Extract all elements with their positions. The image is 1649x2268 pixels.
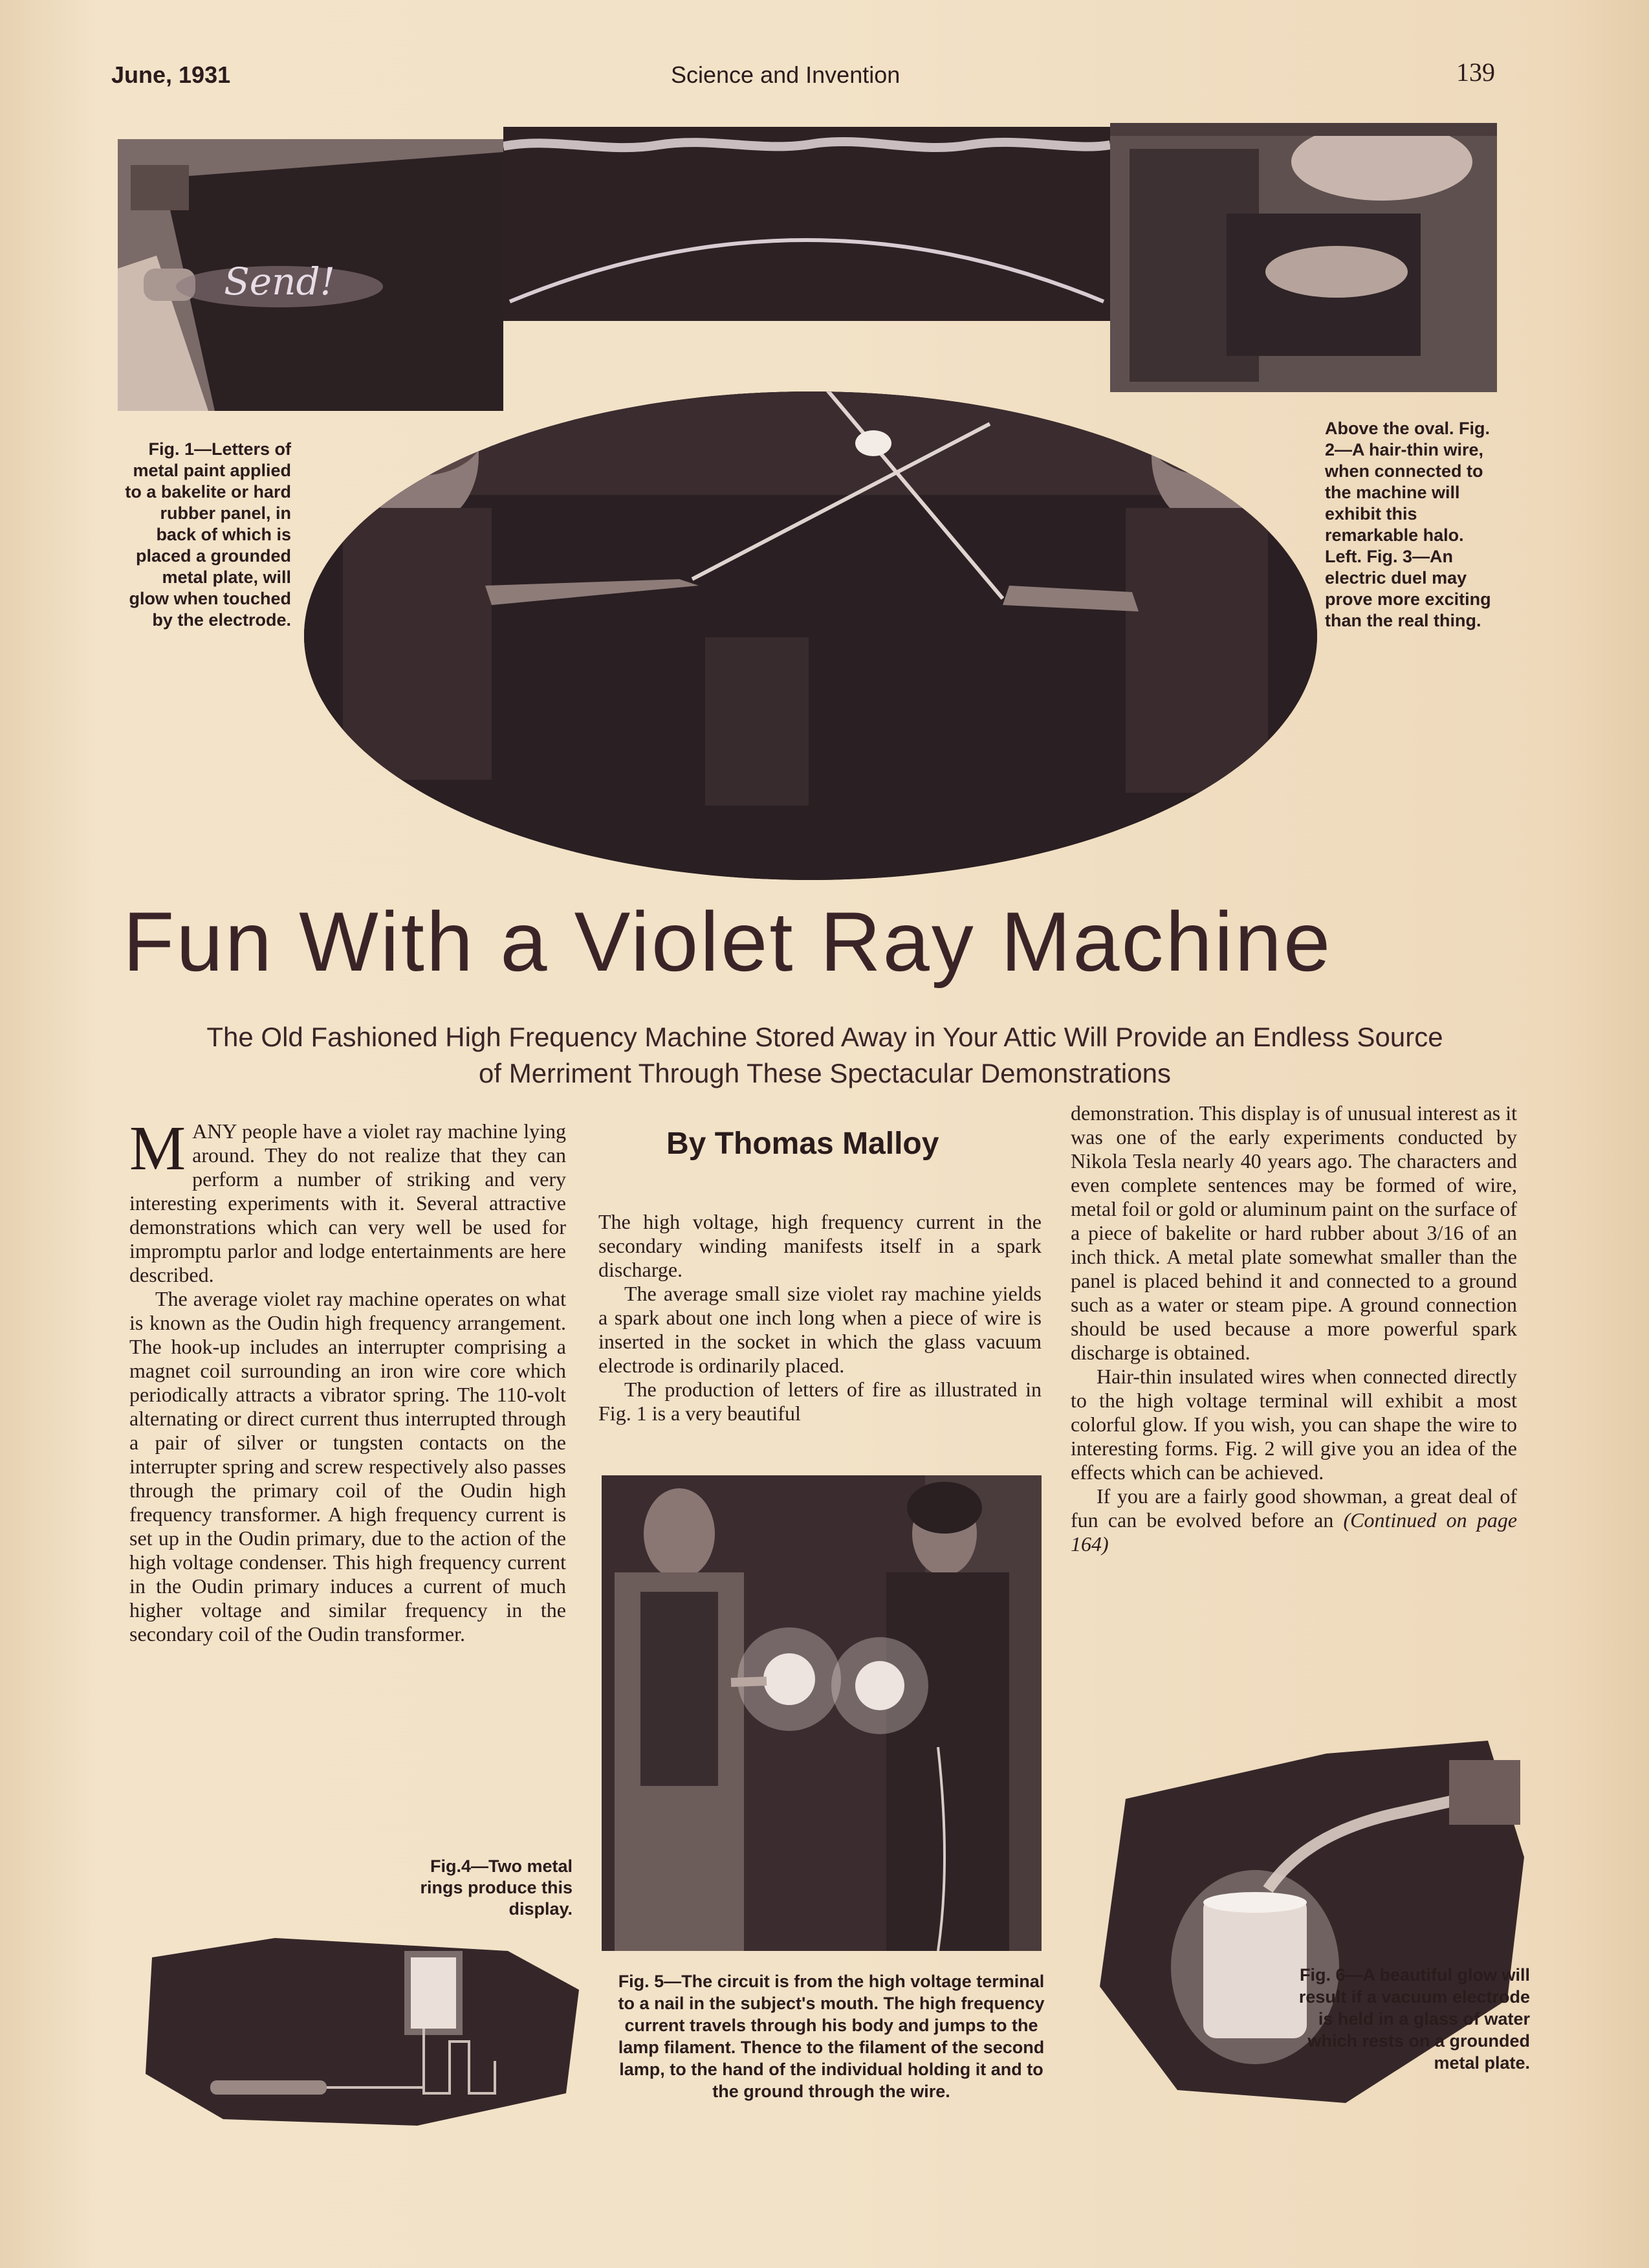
column-2 (598, 1210, 1042, 1426)
col2-paragraph-1: The high voltage, high frequency current in the secondary winding manifests itself in a spark discharge. (598, 1210, 1042, 1281)
issue-date: June, 1931 (111, 61, 231, 88)
article-subtitle: The Old Fashioned High Frequency Machine Stored Away in Your Attic Will Provide an Endless Source of Merriment Through These Spectacular Demonstrations (206, 1022, 1443, 1088)
fig4-caption: Fig.4—Two metal rings produce this display. (420, 1856, 573, 1919)
fig2-photo (503, 127, 1110, 321)
drop-cap: M (129, 1114, 186, 1184)
top-right-photo (1110, 123, 1497, 392)
continued-note: (Continued on page 164) (1071, 1508, 1518, 1556)
fig2-3-caption: Above the oval. Fig. 2—A hair-thin wire, when connected to the machine will exhibit this remarkable halo. Left. Fig. 3—An electric duel may prove more exciting than the real thing. (1325, 419, 1491, 630)
column-3 (1071, 1101, 1517, 1556)
fig5-caption: Fig. 5—The circuit is from the high voltage terminal to a nail in the subject's mouth. The high frequency current travels through his body and jumps to the lamp filament. Thence to the filament of the second lamp, to the hand of the individual holding it and to the ground through the wire. (618, 1972, 1045, 2101)
fig6-caption: Fig. 6—A beautiful glow will result if a vacuum electrode is held in a glass of water which rests on a grounded metal plate. (1298, 1965, 1530, 2073)
fig1-photo (118, 139, 503, 411)
col3-paragraph-1: demonstration. This display is of unusual interest as it was one of the early experiments conducted by Nikola Tesla nearly 40 years ago. The characters and even complete sentences may be formed of wire, metal foil or gold or aluminum paint on the surface of a piece of bakelite or hard rubber about 3/16 of an inch thick. A metal plate somewhat smaller than the panel is placed behind it and connected to a ground such as a water or steam pipe. A ground connection should be used because a more powerful spark discharge is obtained. (1071, 1101, 1517, 1364)
column-1 (129, 1114, 566, 1646)
fig5-photo (602, 1475, 1042, 1951)
col1-paragraph-1: MANY people have a violet ray machine lying around. They do not realize that they can perform a number of striking and very interesting experiments with it. Several attractive demonstrations which can very well be used for impromptu parlor and lodge entertainments are here described. (129, 1114, 566, 1286)
fig1-glowing-letters: Send! (224, 259, 335, 303)
article-title: Fun With a Violet Ray Machine (123, 894, 1333, 989)
magazine-name: Science and Invention (671, 61, 901, 88)
article-byline: By Thomas Malloy (666, 1127, 939, 1161)
fig4-photo (146, 1932, 579, 2126)
page-number: 139 (1456, 58, 1495, 87)
col3-paragraph-2: Hair-thin insulated wires when connected directly to the high voltage terminal will exhibit a most colorful glow. If you wish, you can shape the wire to interesting forms. Fig. 2 will give you an idea of the effects which can be achieved. (1071, 1365, 1517, 1484)
col2-paragraph-3: The production of letters of fire as illustrated in Fig. 1 is a very beautiful (598, 1378, 1042, 1425)
fig1-caption: Fig. 1—Letters of metal paint applied to a bakelite or hard rubber panel, in back of which is placed a grounded metal plate, will glow when touched by the electrode. (125, 439, 291, 630)
col3-paragraph-3: If you are a fairly good showman, a great deal of fun can be evolved before an (Continued on page 164) (1071, 1484, 1518, 1556)
col2-paragraph-2: The average small size violet ray machine yields a spark about one inch long when a piece of wire is inserted in the socket in which the glass vacuum electrode is ordinarily placed. (598, 1282, 1042, 1377)
fig3-oval-photo (304, 391, 1317, 880)
col1-paragraph-2: The average violet ray machine operates on what is known as the Oudin high frequency arrangement. The hook-up includes an interrupter comprising a magnet coil surrounding an iron wire core which periodically attracts a vibrator spring. The 110-volt alternating or direct current thus interrupted through a pair of silver or tungsten contacts on the interrupter spring and screw respectively also passes through the primary coil of the Oudin high frequency transformer. A high frequency current is set up in the Oudin primary, due to the action of the high voltage condenser. This high frequency current in the Oudin primary induces a current of much higher voltage and similar frequency in the secondary coil of the Oudin transformer. (129, 1287, 566, 1646)
